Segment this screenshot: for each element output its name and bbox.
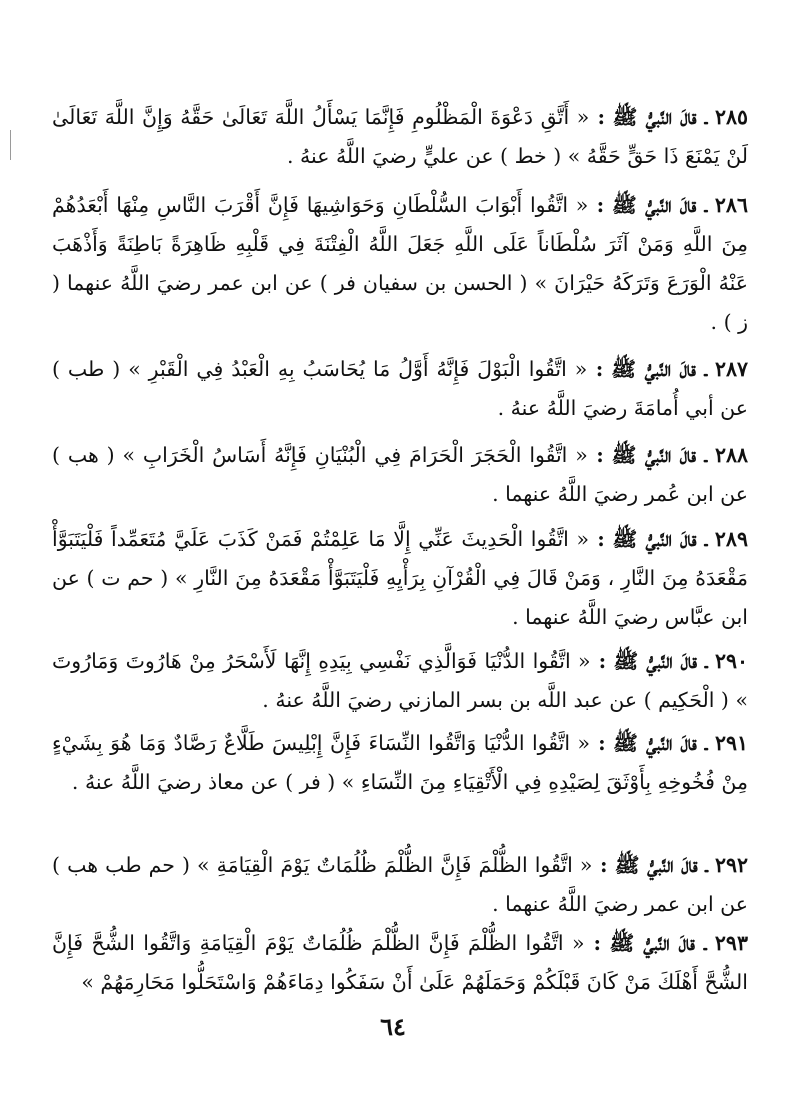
hadith-prefix: قالَ النَّبيُّ ﷺ xyxy=(613,731,697,755)
hadith-292: ٢٩٢ ـ قالَ النَّبيُّ ﷺ : « اتَّقُوا الظُّلْمَ فَإِنَّ الظُّلْمَ ظُلُمَاتٌ يَوْمَ الْقِيَامَةِ » ( حم طب هب ) عن ابن عمر رضيَ اللَّهُ عنهما . xyxy=(52,853,748,916)
hadith-285: ٢٨٥ ـ قالَ النَّبيُّ ﷺ : « أَتَّقِ دَعْوَةَ الْمَظْلُومِ فَإِنَّمَا يَسْأَلُ اللَّهَ تَعَالَىٰ حَقَّهُ وَإِنَّ اللَّهَ تَعَالَىٰ لَنْ يَمْنَعَ ذَا حَقٍّ حَقَّهُ » ( خط ) عن عليٍّ رضيَ اللَّهُ عنهُ . xyxy=(52,105,748,168)
hadith-text: « اتَّقُوا الْحَجَرَ الْحَرَامَ فِي الْبُنْيَانِ فَإِنَّهُ أَسَاسُ الْخَرَابِ » ( هب ) عن ابن عُمر رضيَ اللَّهُ عنهما . xyxy=(52,443,748,506)
hadith-text: « اتَّقُوا أَبْوَابَ السُّلْطَانِ وَحَوَاشِيهَا فَإِنَّ أَقْرَبَ النَّاسِ مِنْهَا أَبْعَدُهُمْ مِنَ اللَّهِ وَمَنْ آثَرَ سُلْطَاناً عَلَى اللَّهِ جَعَلَ اللَّهُ الْفِتْنَةَ فِي قَلْبِهِ ظَاهِرَةً بَاطِنَةً وَأَذْهَبَ عَنْهُ الْوَرَعَ وَتَرَكَهُ حَيْرَانَ » ( الحسن بن سفيان فر ) عن ابن عمر رضيَ اللَّهُ عنهما ( ز ) . xyxy=(52,193,748,334)
hadith-number: ٢٩٢ xyxy=(714,853,748,877)
hadith-number: ٢٩٣ xyxy=(714,931,748,955)
hadith-text: « اتَّقُوا الدُّنْيَا وَاتَّقُوا النِّسَاءَ فَإِنَّ إِبْلِيسَ طَلَّاعٌ رَصَّادٌ وَمَا هُوَ بِشَيْءٍ مِنْ فُخُوخِهِ بِأَوْثَقَ لِصَيْدِهِ فِي الْأَتْقِيَاءِ مِنَ النِّسَاءِ » ( فر ) عن معاذ رضيَ اللَّهُ عنهُ . xyxy=(52,731,748,794)
hadith-text: « أَتَّقِ دَعْوَةَ الْمَظْلُومِ فَإِنَّمَا يَسْأَلُ اللَّهَ تَعَالَىٰ حَقَّهُ وَإِنَّ اللَّهَ تَعَالَىٰ لَنْ يَمْنَعَ ذَا حَقٍّ حَقَّهُ » ( خط ) عن عليٍّ رضيَ اللَّهُ عنهُ . xyxy=(52,105,748,168)
hadith-number: ٢٨٩ xyxy=(714,527,748,551)
hadith-286: ٢٨٦ ـ قالَ النَّبيُّ ﷺ : « اتَّقُوا أَبْوَابَ السُّلْطَانِ وَحَوَاشِيهَا فَإِنَّ أَقْرَبَ النَّاسِ مِنْهَا أَبْعَدُهُمْ مِنَ اللَّهِ وَمَنْ آثَرَ سُلْطَاناً عَلَى اللَّهِ جَعَلَ اللَّهُ الْفِتْنَةَ فِي قَلْبِهِ ظَاهِرَةً بَاطِنَةً وَأَذْهَبَ عَنْهُ الْوَرَعَ وَتَرَكَهُ حَيْرَانَ » ( الحسن بن سفيان فر ) عن ابن عمر رضيَ اللَّهُ عنهما ( ز ) . xyxy=(52,193,748,334)
hadith-prefix: قالَ النَّبيُّ ﷺ xyxy=(609,931,695,955)
hadith-text: « اتَّقُوا الظُّلْمَ فَإِنَّ الظُّلْمَ ظُلُمَاتٌ يَوْمَ الْقِيَامَةِ » ( حم طب هب ) عن ابن عمر رضيَ اللَّهُ عنهما . xyxy=(52,853,748,916)
hadith-prefix: قالَ النَّبيُّ ﷺ xyxy=(612,105,697,129)
hadith-text: « اتَّقُوا الْحَدِيثَ عَنِّي إِلَّا مَا عَلِمْتُمْ فَمَنْ كَذَبَ عَلَيَّ مُتَعَمِّداً فَلْيَتَبَوَّأْ مَقْعَدَهُ مِنَ النَّارِ ، وَمَنْ قَالَ فِي الْقُرْآنِ بِرَأْيِهِ فَلْيَتَبَوَّأْ مَقْعَدَهُ مِنَ النَّارِ » ( حم ت ) عن ابن عبَّاس رضيَ اللَّهُ عنهما . xyxy=(52,527,748,629)
hadith-293: ٢٩٣ ـ قالَ النَّبيُّ ﷺ : « اتَّقُوا الظُّلْمَ فَإِنَّ الظُّلْمَ ظُلُمَاتٌ يَوْمَ الْقِيَامَةِ وَاتَّقُوا الشُّحَّ فَإِنَّ الشُّحَّ أَهْلَكَ مَنْ كَانَ قَبْلَكُمْ وَحَمَلَهُمْ عَلَىٰ أَنْ سَفَكُوا دِمَاءَهُمْ وَاسْتَحَلُّوا مَحَارِمَهُمْ » xyxy=(52,931,748,994)
hadith-number: ٢٨٨ xyxy=(714,443,748,467)
hadith-number: ٢٨٥ xyxy=(714,105,748,129)
hadith-prefix: قالَ النَّبيُّ ﷺ xyxy=(614,853,698,877)
hadith-number: ٢٨٧ xyxy=(714,357,748,381)
hadith-prefix: قالَ النَّبيُّ ﷺ xyxy=(613,649,698,673)
hadith-288: ٢٨٨ ـ قالَ النَّبيُّ ﷺ : « اتَّقُوا الْحَجَرَ الْحَرَامَ فِي الْبُنْيَانِ فَإِنَّهُ أَسَاسُ الْخَرَابِ » ( هب ) عن ابن عُمر رضيَ اللَّهُ عنهما . xyxy=(52,443,748,506)
margin-mark xyxy=(10,130,11,160)
hadith-number: ٢٩١ xyxy=(714,731,748,755)
hadith-prefix: قالَ النَّبيُّ ﷺ xyxy=(611,357,696,381)
hadith-prefix: قالَ النَّبيُّ ﷺ xyxy=(611,193,697,217)
hadith-289: ٢٨٩ ـ قالَ النَّبيُّ ﷺ : « اتَّقُوا الْحَدِيثَ عَنِّي إِلَّا مَا عَلِمْتُمْ فَمَنْ كَذَبَ عَلَيَّ مُتَعَمِّداً فَلْيَتَبَوَّأْ مَقْعَدَهُ مِنَ النَّارِ ، وَمَنْ قَالَ فِي الْقُرْآنِ بِرَأْيِهِ فَلْيَتَبَوَّأْ مَقْعَدَهُ مِنَ النَّارِ » ( حم ت ) عن ابن عبَّاس رضيَ اللَّهُ عنهما . xyxy=(52,527,748,629)
hadith-number: ٢٨٦ xyxy=(714,193,748,217)
hadith-290: ٢٩٠ ـ قالَ النَّبيُّ ﷺ : « اتَّقُوا الدُّنْيَا فَوَالَّذِي نَفْسِي بِيَدِهِ إِنَّهَا لَأَسْحَرُ مِنْ هَارُوتَ وَمَارُوتَ » ( الْحَكِيم ) عن عبد اللَّه بن بسر المازني رضيَ اللَّهُ عنهُ . xyxy=(52,649,748,712)
hadith-prefix: قالَ النَّبيُّ ﷺ xyxy=(612,527,697,551)
hadith-text: « اتَّقُوا الدُّنْيَا فَوَالَّذِي نَفْسِي بِيَدِهِ إِنَّهَا لَأَسْحَرُ مِنْ هَارُوتَ وَمَارُوتَ » ( الْحَكِيم ) عن عبد اللَّه بن بسر المازني رضيَ اللَّهُ عنهُ . xyxy=(52,649,748,712)
hadith-291: ٢٩١ ـ قالَ النَّبيُّ ﷺ : « اتَّقُوا الدُّنْيَا وَاتَّقُوا النِّسَاءَ فَإِنَّ إِبْلِيسَ طَلَّاعٌ رَصَّادٌ وَمَا هُوَ بِشَيْءٍ مِنْ فُخُوخِهِ بِأَوْثَقَ لِصَيْدِهِ فِي الْأَتْقِيَاءِ مِنَ النِّسَاءِ » ( فر ) عن معاذ رضيَ اللَّهُ عنهُ . xyxy=(52,731,748,794)
hadith-text: « اتَّقُوا الظُّلْمَ فَإِنَّ الظُّلْمَ ظُلُمَاتٌ يَوْمَ الْقِيَامَةِ وَاتَّقُوا الشُّحَّ فَإِنَّ الشُّحَّ أَهْلَكَ مَنْ كَانَ قَبْلَكُمْ وَحَمَلَهُمْ عَلَىٰ أَنْ سَفَكُوا دِمَاءَهُمْ وَاسْتَحَلُّوا مَحَارِمَهُمْ » xyxy=(52,931,748,994)
page-number: ٦٤ xyxy=(380,1012,406,1041)
hadith-prefix: قالَ النَّبيُّ ﷺ xyxy=(611,443,697,467)
hadith-number: ٢٩٠ xyxy=(714,649,748,673)
hadith-287: ٢٨٧ ـ قالَ النَّبيُّ ﷺ : « اتَّقُوا الْبَوْلَ فَإِنَّهُ أَوَّلُ مَا يُحَاسَبُ بِهِ الْعَبْدُ فِي الْقَبْرِ » ( طب ) عن أبي أُمامَةَ رضيَ اللَّهُ عنهُ . xyxy=(52,357,748,420)
hadith-text: « اتَّقُوا الْبَوْلَ فَإِنَّهُ أَوَّلُ مَا يُحَاسَبُ بِهِ الْعَبْدُ فِي الْقَبْرِ » ( طب ) عن أبي أُمامَةَ رضيَ اللَّهُ عنهُ . xyxy=(52,357,748,420)
